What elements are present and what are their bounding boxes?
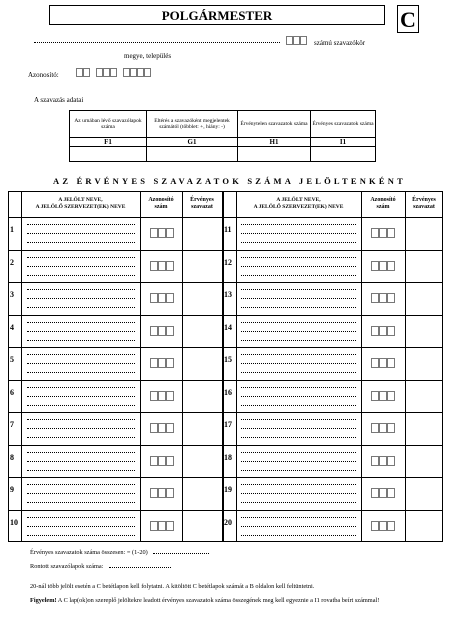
digit-box[interactable] <box>379 391 387 401</box>
candidates-heading: AZ ÉRVÉNYES SZAVAZATOK SZÁMA JELÖLTENKÉNT <box>53 176 406 186</box>
candidate-name-line[interactable] <box>241 233 356 234</box>
row-number: 15 <box>224 355 232 364</box>
digit-box[interactable] <box>166 358 174 368</box>
row-number: 11 <box>224 225 232 234</box>
digit-box[interactable] <box>137 68 144 77</box>
spoiled-ballots-line[interactable] <box>30 563 171 570</box>
digit-box[interactable] <box>379 488 387 498</box>
digit-box[interactable] <box>371 326 379 336</box>
candidate-name-line[interactable] <box>27 242 135 243</box>
row-number: 20 <box>224 517 232 527</box>
digit-box[interactable] <box>150 293 158 303</box>
col-votes-line2: szavazat <box>413 204 435 210</box>
candidate-name-line[interactable] <box>27 502 135 503</box>
candidate-name-line[interactable] <box>241 242 356 243</box>
digit-box[interactable] <box>158 488 166 498</box>
row-number: 1 <box>10 225 14 234</box>
candidate-name-line[interactable] <box>241 289 356 290</box>
col-votes-line1: Érvényes <box>190 197 214 203</box>
col-name-line1: A JELÖLT NEVE, <box>276 197 321 203</box>
candidate-name-line[interactable] <box>241 298 356 299</box>
digit-box[interactable] <box>379 293 387 303</box>
candidate-name-line[interactable] <box>27 331 135 332</box>
vote-data-code: G1 <box>147 138 238 147</box>
vote-data-input[interactable] <box>147 147 238 162</box>
candidate-name-line[interactable] <box>27 470 135 471</box>
candidate-name-line[interactable] <box>241 470 356 471</box>
candidate-name-line[interactable] <box>241 372 356 373</box>
vote-data-header: Érvénytelen szavazatok száma <box>238 111 311 138</box>
row-number: 8 <box>10 452 14 462</box>
digit-box[interactable] <box>158 326 166 336</box>
candidate-name-line[interactable] <box>241 419 356 420</box>
digit-box[interactable] <box>144 68 151 77</box>
vote-data-code: H1 <box>238 138 311 147</box>
identifier-label: Azonosító: <box>28 71 59 79</box>
candidate-name-line[interactable] <box>27 322 135 323</box>
row-number: 18 <box>224 452 232 462</box>
vote-data-label: A szavazás adatai <box>34 96 84 104</box>
candidate-name-line[interactable] <box>241 396 356 397</box>
candidate-name-line[interactable] <box>241 331 356 332</box>
row-number: 5 <box>10 355 14 364</box>
col-id-line1: Azonosító <box>370 197 396 203</box>
candidate-name-line[interactable] <box>241 428 356 429</box>
warning-text: A C lap(ok)on szereplő jelöltekre leadott érvényes szavazatok száma összegének meg kell egyeznie a I1 rovatba beírt számmal! <box>56 597 380 604</box>
row-number: 14 <box>224 322 232 332</box>
digit-box[interactable] <box>96 68 103 77</box>
candidate-name-line[interactable] <box>241 452 356 453</box>
digit-box[interactable] <box>158 391 166 401</box>
digit-box[interactable] <box>158 261 166 271</box>
candidate-id-boxes[interactable] <box>371 423 395 433</box>
candidate-name-line[interactable] <box>27 307 135 308</box>
digit-box[interactable] <box>166 261 174 271</box>
candidate-id-boxes[interactable] <box>371 521 395 531</box>
spoiled-ballots-label: Rontott szavazólapok száma: <box>30 563 104 570</box>
candidate-name-line[interactable] <box>27 452 135 453</box>
digit-box[interactable] <box>150 521 158 531</box>
digit-box[interactable] <box>379 326 387 336</box>
warning-label: Figyelem! <box>30 597 57 604</box>
candidate-name-line[interactable] <box>241 307 356 308</box>
candidate-id-boxes[interactable] <box>371 228 395 238</box>
candidate-id-boxes[interactable] <box>150 358 174 368</box>
candidate-id-boxes[interactable] <box>371 261 395 271</box>
candidate-name-line[interactable] <box>241 266 356 267</box>
candidate-id-boxes[interactable] <box>371 488 395 498</box>
col-votes-line1: Érvényes <box>412 197 436 203</box>
candidate-name-line[interactable] <box>27 289 135 290</box>
candidate-name-line[interactable] <box>27 224 135 225</box>
digit-box[interactable] <box>76 68 83 77</box>
candidate-id-boxes[interactable] <box>150 488 174 498</box>
col-name-line2: A JELÖLŐ SZERVEZET(EK) NEVE <box>35 204 126 210</box>
col-name-header-left <box>21 197 140 211</box>
candidate-name-line[interactable] <box>241 322 356 323</box>
vote-data-header: Az urnában lévő szavazólapok száma <box>70 111 147 138</box>
candidate-name-line[interactable] <box>241 275 356 276</box>
digit-box[interactable] <box>150 358 158 368</box>
row-number: 4 <box>10 322 14 332</box>
candidate-name-line[interactable] <box>27 340 135 341</box>
row-number: 16 <box>224 387 232 397</box>
digit-box[interactable] <box>150 261 158 271</box>
candidate-name-line[interactable] <box>27 419 135 420</box>
digit-box[interactable] <box>123 68 130 77</box>
candidate-name-line[interactable] <box>27 405 135 406</box>
row-number: 19 <box>224 485 232 494</box>
vote-data-input[interactable] <box>70 147 147 162</box>
row-number: 13 <box>224 290 232 299</box>
candidate-name-line[interactable] <box>27 298 135 299</box>
total-valid-votes-label: Érvényes szavazatok száma összesen: = (1-20) <box>30 549 148 556</box>
col-name-header-right <box>236 197 361 211</box>
candidate-id-boxes[interactable] <box>150 521 174 531</box>
digit-box[interactable] <box>110 68 117 77</box>
row-number: 12 <box>224 257 232 267</box>
digit-box[interactable] <box>158 423 166 433</box>
digit-box[interactable] <box>166 326 174 336</box>
candidate-name-line[interactable] <box>241 535 356 536</box>
digit-box[interactable] <box>371 228 379 238</box>
vote-data-header: Érvényes szavazatok száma <box>311 111 376 138</box>
digit-box[interactable] <box>293 36 300 45</box>
digit-box[interactable] <box>387 391 395 401</box>
digit-box[interactable] <box>387 358 395 368</box>
candidate-id-boxes[interactable] <box>150 261 174 271</box>
vote-data-table <box>69 110 376 162</box>
row-number: 3 <box>10 290 14 299</box>
digit-box[interactable] <box>371 423 379 433</box>
digit-box[interactable] <box>166 391 174 401</box>
digit-box[interactable] <box>158 293 166 303</box>
digit-box[interactable] <box>300 36 307 45</box>
col-votes-line2: szavazat <box>191 204 213 210</box>
candidate-name-line[interactable] <box>27 535 135 536</box>
warning-note <box>30 596 434 605</box>
digit-box[interactable] <box>387 228 395 238</box>
candidate-name-line[interactable] <box>241 257 356 258</box>
candidate-name-line[interactable] <box>27 372 135 373</box>
candidate-name-line[interactable] <box>241 484 356 485</box>
digit-box[interactable] <box>166 293 174 303</box>
candidate-name-line[interactable] <box>27 428 135 429</box>
digit-box[interactable] <box>379 358 387 368</box>
row-number: 17 <box>224 420 232 429</box>
candidate-id-boxes[interactable] <box>150 326 174 336</box>
digit-box[interactable] <box>166 488 174 498</box>
digit-box[interactable] <box>371 456 379 466</box>
digit-box[interactable] <box>387 488 395 498</box>
row-number: 7 <box>10 420 14 429</box>
vote-data-code: I1 <box>311 138 376 147</box>
candidate-name-line[interactable] <box>27 257 135 258</box>
candidate-name-line[interactable] <box>241 224 356 225</box>
digit-box[interactable] <box>166 423 174 433</box>
candidate-name-line[interactable] <box>27 363 135 364</box>
digit-box[interactable] <box>150 326 158 336</box>
col-id-header-left <box>140 197 182 211</box>
candidate-id-boxes[interactable] <box>150 228 174 238</box>
candidate-id-boxes[interactable] <box>371 391 395 401</box>
digit-box[interactable] <box>371 521 379 531</box>
candidate-name-line[interactable] <box>241 461 356 462</box>
digit-box[interactable] <box>150 423 158 433</box>
candidate-id-boxes[interactable] <box>371 456 395 466</box>
vote-data-header: Eltérés a szavazóként megjelentek számától (többlet: +, hiány: -) <box>147 111 238 138</box>
digit-box[interactable] <box>371 358 379 368</box>
digit-box[interactable] <box>150 228 158 238</box>
candidate-name-line[interactable] <box>241 354 356 355</box>
digit-box[interactable] <box>166 521 174 531</box>
candidate-name-line[interactable] <box>241 405 356 406</box>
vote-data-input[interactable] <box>311 147 376 162</box>
col-name-line2: A JELÖLŐ SZERVEZET(EK) NEVE <box>253 204 344 210</box>
digit-box[interactable] <box>150 456 158 466</box>
candidate-name-line[interactable] <box>241 437 356 438</box>
candidate-name-line[interactable] <box>27 387 135 388</box>
digit-box[interactable] <box>158 358 166 368</box>
candidate-id-boxes[interactable] <box>150 293 174 303</box>
digit-box[interactable] <box>387 456 395 466</box>
candidate-name-line[interactable] <box>27 484 135 485</box>
digit-box[interactable] <box>150 488 158 498</box>
candidate-name-line[interactable] <box>27 517 135 518</box>
digit-box[interactable] <box>371 293 379 303</box>
total-valid-votes-field[interactable] <box>153 553 209 554</box>
candidate-id-boxes[interactable] <box>150 456 174 466</box>
digit-box[interactable] <box>387 261 395 271</box>
candidate-id-boxes[interactable] <box>150 423 174 433</box>
digit-box[interactable] <box>130 68 137 77</box>
settlement-label: megye, település <box>124 52 172 60</box>
col-votes-header-right <box>405 197 443 211</box>
digit-box[interactable] <box>158 521 166 531</box>
spoiled-ballots-field[interactable] <box>109 567 171 568</box>
vote-data-input[interactable] <box>238 147 311 162</box>
col-id-header-right <box>361 197 405 211</box>
digit-box[interactable] <box>150 391 158 401</box>
digit-box[interactable] <box>286 36 293 45</box>
candidate-name-line[interactable] <box>241 502 356 503</box>
digit-box[interactable] <box>379 228 387 238</box>
candidate-name-line[interactable] <box>27 437 135 438</box>
row-number: 9 <box>10 485 14 494</box>
digit-box[interactable] <box>371 488 379 498</box>
candidates-grid <box>8 191 443 542</box>
form-letter-badge: C <box>397 5 419 33</box>
col-votes-header-left <box>182 197 222 211</box>
digit-box[interactable] <box>103 68 110 77</box>
digit-box[interactable] <box>158 228 166 238</box>
digit-box[interactable] <box>379 423 387 433</box>
col-name-line1: A JELÖLT NEVE, <box>58 197 103 203</box>
digit-box[interactable] <box>387 326 395 336</box>
identifier-boxes[interactable] <box>76 68 151 77</box>
digit-box[interactable] <box>379 456 387 466</box>
row-number: 6 <box>10 387 14 397</box>
candidate-id-boxes[interactable] <box>371 326 395 336</box>
digit-box[interactable] <box>379 521 387 531</box>
form-title: POLGÁRMESTER <box>49 5 385 25</box>
continuation-note: 20-nál több jelölt esetén a C betétlapon kell folytatni. A kitöltött C betétlapok számát a B oldalon kell feltüntetni. <box>30 583 315 590</box>
district-label: számú szavazókör <box>314 39 366 47</box>
district-number-boxes[interactable] <box>286 36 307 45</box>
row-number: 10 <box>10 517 18 527</box>
digit-box[interactable] <box>387 423 395 433</box>
candidate-name-line[interactable] <box>241 387 356 388</box>
candidate-name-line[interactable] <box>27 461 135 462</box>
col-id-line1: Azonosító <box>148 197 174 203</box>
candidate-name-line[interactable] <box>241 340 356 341</box>
candidate-name-line[interactable] <box>241 526 356 527</box>
candidate-name-line[interactable] <box>27 493 135 494</box>
candidate-name-line[interactable] <box>27 266 135 267</box>
row-number: 2 <box>10 257 14 267</box>
digit-box[interactable] <box>371 261 379 271</box>
digit-box[interactable] <box>166 228 174 238</box>
candidate-name-line[interactable] <box>27 396 135 397</box>
digit-box[interactable] <box>387 293 395 303</box>
candidate-id-boxes[interactable] <box>150 391 174 401</box>
candidate-name-line[interactable] <box>241 363 356 364</box>
candidate-id-boxes[interactable] <box>371 358 395 368</box>
col-id-line2: szám <box>154 204 168 210</box>
county-settlement-field[interactable] <box>34 42 280 43</box>
col-id-line2: szám <box>376 204 390 210</box>
total-valid-votes-line[interactable] <box>30 549 209 556</box>
candidate-name-line[interactable] <box>241 493 356 494</box>
candidate-name-line[interactable] <box>27 354 135 355</box>
vote-data-code: F1 <box>70 138 147 147</box>
candidate-name-line[interactable] <box>27 233 135 234</box>
candidate-name-line[interactable] <box>27 275 135 276</box>
candidate-name-line[interactable] <box>241 517 356 518</box>
digit-box[interactable] <box>166 456 174 466</box>
candidate-id-boxes[interactable] <box>371 293 395 303</box>
candidate-name-line[interactable] <box>27 526 135 527</box>
digit-box[interactable] <box>158 456 166 466</box>
digit-box[interactable] <box>379 261 387 271</box>
digit-box[interactable] <box>387 521 395 531</box>
digit-box[interactable] <box>371 391 379 401</box>
digit-box[interactable] <box>83 68 90 77</box>
